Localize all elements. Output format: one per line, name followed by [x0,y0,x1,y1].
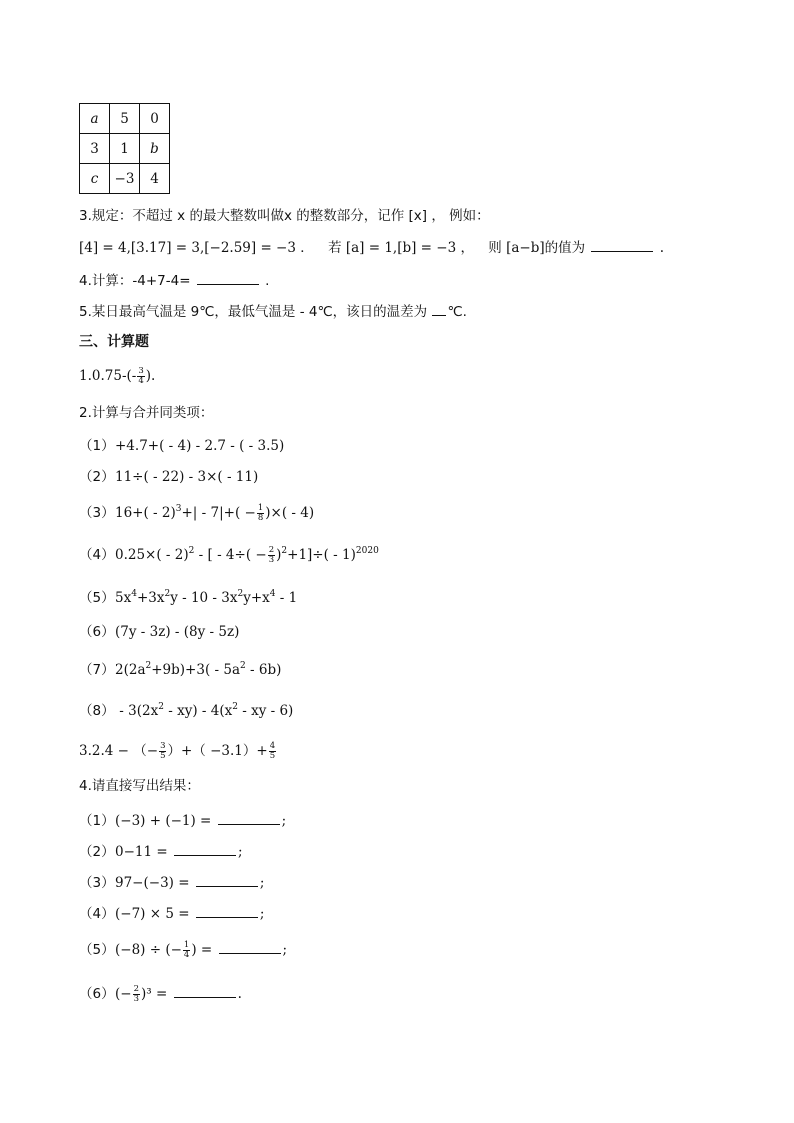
calc-2-item-2 [79,468,258,486]
expr-part: )×( - 4) [265,505,315,521]
item-end: . [237,986,242,1002]
grid-cell: c [80,164,110,194]
numerator: 2 [133,984,140,994]
calc-4-item-4 [79,904,264,923]
calc-question-2-title: 2.计算与合并同类项： [79,405,214,421]
expr-part: (− [115,986,132,1002]
fraction [257,504,264,523]
answer-blank[interactable] [196,904,258,918]
question-4 [79,271,269,290]
item-label: （7） [79,662,115,678]
numerator: 1 [183,940,190,950]
grid-row [80,104,170,134]
calc-2-item-4 [79,546,379,565]
calc-question-1 [79,367,155,386]
denominator: 3 [268,555,275,565]
item-label: （1） [79,438,115,454]
answer-blank[interactable] [197,271,259,285]
calc-2-item-1 [79,437,284,455]
question-4-end: . [265,273,270,289]
denominator: 4 [183,950,190,960]
exponent: 2020 [355,546,379,556]
item-expression: 11÷( - 22) - 3×( - 11) [115,469,259,485]
question-3-line-1 [79,207,490,225]
item-label: （2） [79,469,115,485]
grid-cell: a [80,104,110,134]
exponent: 2 [232,702,238,712]
calc-question-4-title: 4.请直接写出结果： [79,778,200,794]
expr-part: - 1 [275,590,298,606]
item-expression: (7y - 3z) - (8y - 5z) [115,624,240,640]
question-3-end: . [659,240,664,256]
expr-part: +1]÷( - 1) [287,547,356,563]
item-label: （5） [79,942,115,958]
fraction [159,742,166,761]
calc-question-3 [79,742,277,761]
question-5-end: ℃. [447,304,467,320]
numerator: 3 [138,366,144,376]
numerator: 2 [268,545,275,555]
denominator: 8 [257,513,264,523]
numerator: 3 [160,741,166,751]
numerator: 4 [269,741,276,751]
question-3-prefix: 3.规定：不超过 x 的最大整数叫做x 的整数部分，记作 [x] ， 例如： [79,208,490,224]
answer-blank[interactable] [432,302,446,316]
fraction [137,367,144,386]
denominator: 5 [160,751,166,761]
expr-part: - 3(2x [115,703,159,719]
expr-part: +3x [136,590,165,606]
exponent: 4 [269,589,276,599]
calc-2-item-8 [79,702,293,720]
grid-cell: −3 [110,164,140,194]
expr-part: - xy - 6) [237,703,294,719]
expr-part: 16+( - 2) [115,505,176,521]
question-3-ask: 则 [a−b]的值为 [488,240,586,256]
item-label: （5） [79,590,115,606]
exponent: 2 [281,546,288,556]
item-label: （1） [79,813,115,829]
grid-cell: 5 [110,104,140,134]
exponent: 2 [145,661,152,671]
item-label: （4） [79,547,115,563]
expr-part: 5x [115,590,132,606]
item-label: （3） [79,875,115,891]
calc-1-end: ). [145,368,156,384]
expr-part: 3.2.4 − （− [79,743,159,759]
expr-part: y - 10 - 3x [170,590,238,606]
expr-part: +9b)+3( - 5a [151,662,240,678]
exponent: 3 [175,504,182,514]
item-end: ; [282,942,288,958]
grid-row [80,134,170,164]
denominator: 5 [269,751,276,761]
answer-blank[interactable] [219,940,281,954]
calc-4-item-2 [79,842,243,861]
calc-2-item-6 [79,623,239,641]
fraction [133,985,140,1004]
grid-cell: 4 [140,164,170,194]
calc-4-item-3 [79,873,264,892]
grid-cell: 3 [80,134,110,164]
expr-part: - [ - 4÷( − [194,547,267,563]
item-end: ; [281,813,287,829]
grid-cell: b [140,134,170,164]
fraction [183,941,190,960]
answer-blank[interactable] [218,811,280,825]
item-end: ; [259,875,265,891]
expr-part: 2(2a [115,662,146,678]
expr-part: )³ = [141,986,168,1002]
denominator: 4 [138,376,144,386]
question-3-line-2 [79,238,664,257]
item-label: （6） [79,986,115,1002]
numerator: 1 [257,503,264,513]
denominator: 3 [133,994,140,1004]
exponent: 2 [240,661,246,671]
item-label: （4） [79,906,115,922]
expr-part: y+x [243,590,270,606]
exponent: 2 [188,546,195,556]
question-5 [79,302,467,321]
item-expression: +4.7+( - 4) - 2.7 - ( - 3.5) [115,438,285,454]
expr-part: - 6b) [245,662,282,678]
section-title: 三、计算题 [79,334,149,350]
calc-2-item-5 [79,589,297,607]
expr-part: +| - 7|+( − [181,505,256,521]
fraction [269,742,276,761]
calc-1-text: 1.0.75-(- [79,368,137,384]
question-4-text: 4.计算：-4+7-4= [79,273,191,289]
calc-4-item-1 [79,811,286,830]
expr-part: ) [276,547,282,563]
exponent: 4 [131,589,137,599]
item-label: （6） [79,624,115,640]
question-3-examples: [4] = 4,[3.17] = 3,[−2.59] = −3 ． [79,240,314,256]
calc-4-item-6 [79,984,242,1004]
item-end: ; [259,906,265,922]
grid-cell: 1 [110,134,140,164]
expr-part: 0.25×( - 2) [115,547,189,563]
number-grid [79,103,170,194]
item-expression: (−3) + (−1) = [115,813,212,829]
item-label: （2） [79,844,115,860]
exponent: 2 [158,702,164,712]
expr-part: ) = [191,942,213,958]
item-expression: (−7) × 5 = [115,906,190,922]
grid-cell: 0 [140,104,170,134]
answer-blank[interactable] [174,984,236,998]
item-label: （8） [79,703,115,719]
item-end: ; [237,844,243,860]
calc-4-item-5 [79,940,287,960]
item-label: （3） [79,505,115,521]
grid-row [80,164,170,194]
calc-2-item-3 [79,504,314,523]
exponent: 2 [237,589,244,599]
question-3-condition: 若 [a] = 1,[b] = −3 ， [328,240,474,256]
answer-blank[interactable] [174,842,236,856]
question-5-text: 5.某日最高气温是 9℃，最低气温是 - 4℃，该日的温差为 [79,304,428,320]
exponent: 2 [164,589,171,599]
expr-part: ）+（ −3.1）+ [167,743,268,759]
answer-blank[interactable] [196,873,258,887]
calc-2-item-7 [79,661,281,679]
fraction [268,546,275,565]
expr-part: - xy) - 4(x [163,703,233,719]
item-expression: 97−(−3) = [115,875,190,891]
expr-part: (−8) ÷ (− [115,942,182,958]
item-expression: 0−11 = [115,844,168,860]
answer-blank[interactable] [591,238,653,252]
